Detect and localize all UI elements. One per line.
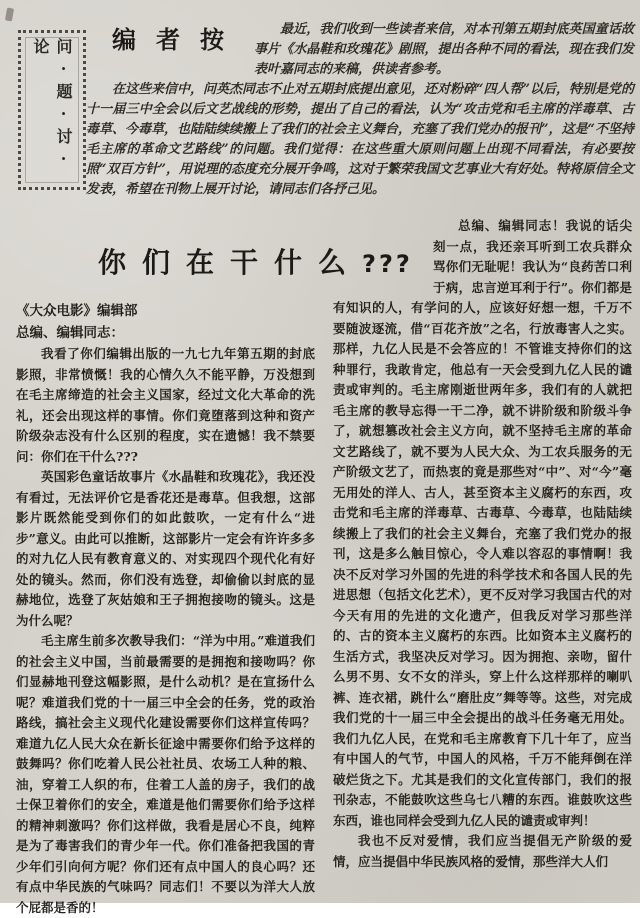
title-wrap-spacer: [333, 216, 433, 298]
letter-paragraph: 英国彩色童话故事片《水晶鞋和玫瑰花》，我还没有看过，无法评价它是香花还是毒草。但我想，这部影片既然能受到你们的如此鼓吹，一定有什么“进步”意义。由此可以推断，这部影片一定会有许许多多的对九亿人民有教育意义的、对实现四个现代化有好处的镜头。然而，你们没有选登，却偷偷以封底的显赫地位，选登了灰姑娘和王子拥抱接吻的镜头。这是为什么呢？: [16, 469, 315, 628]
letter-paragraph: 我看了你们编辑出版的一九七九年第五期的封底影照，非常愤慨！我的心情久久不能平静，万没想到在毛主席缔造的社会主义国家，经过文化大革命的洗礼，还会出现这样的事情。你们竟堕落到这种和资产阶级杂志没有什么区别的程度，实在遗憾！我不禁要问：你们在干什么???: [16, 346, 315, 464]
editor-note-headline: 编者按: [112, 26, 244, 54]
section-label: 问·题·讨·论: [31, 38, 73, 173]
editor-note: [86, 20, 634, 200]
article-title-text: 你们在干什么: [98, 246, 363, 279]
letter-paragraph: 总编、编辑同志！我说的话尖刻一点，我还亲耳听到工农兵群众骂你们无耻呢！我认为“良药苦口利于病，忠言逆耳利于行”。你们都是有知识的人，有学问的人，应该好好想一想，千万不要随波逐流，借“百花齐放”之名，行放毒害人之实。那样，九亿人民是不会答应的！不管谁支持你们的这种罪行，我敢肯定，他总有一天会受到九亿人民的谴责或审判的。毛主席刚逝世两年多，我们有的人就把毛主席的教导忘得一干二净，就不讲阶级和阶级斗争了，就想篡改社会主义方向，就不坚持毛主席的革命文艺路线了，就不要为人民大众、为工农兵服务的无产阶级文艺了，而热衷的竟是那些对“中”、对“今”毫无用处的洋人、古人，甚至资本主义腐朽的东西，攻击党和毛主席的洋毒草、古毒草、今毒草，也陆陆续续搬上了我们的社会主义舞台，充塞了我们党办的报刊，这是多么触目惊心，令人难以容忍的事情啊！我决不反对学习外国的先进的科学技术和各国人民的先进思想（包括文化艺术），更不反对学习我国古代的对今天有用的先进的文化遗产，但我反对学习那些洋的、古的资本主义腐朽的东西。比如资本主义腐朽的生活方式，我坚决反对学习。因为拥抱、亲吻，留什么男不男、女不女的洋头，穿上什么这样那样的喇叭裤、连衣裙，跳什么“磨肚皮”舞等等。这些，对完成我们党的十一届三中全会提出的战斗任务毫无用处。我们九亿人民，在党和毛主席教育下几十年了，应当有中国人的气节，中国人的风格，千万不能拜倒在洋破烂货之下。尤其是我们的文化宣传部门，我们的报刊杂志，不能鼓吹这些乌七八糟的东西。谁鼓吹这些东西，谁也同样会受到九亿人民的谴责或审判！: [333, 218, 632, 828]
letter-paragraph: 毛主席生前多次教导我们：“洋为中用。”难道我们的社会主义中国，当前最需要的是拥抱和接吻吗？你们显赫地刊登这幅影照，是什么动机？是在宣扬什么呢？难道我们党的十一届三中全会的任务，党的政治路线，搞社会主义现代化建设需要你们这样宣传吗？难道九亿人民大众在新长征途中需要你们给予这样的鼓舞吗？你们吃着人民公社社员、农场工人种的粮、油，穿着工人织的布，住着工人盖的房子，我们的战士保卫着你们的安全，难道是他们需要你们给予这样的精神刺激吗？你们这样做，我看是居心不良，纯粹是为了毒害我们的青少年一代。你们准备把我国的青少年们引向何方呢？你们还有点中国人的良心吗？还有点中华民族的气味吗？同志们！不要以为洋大人放个屁都是香的！: [16, 633, 315, 915]
letter-recipient: 《大众电影》编辑部: [16, 303, 138, 319]
article-column-right: [333, 216, 632, 918]
editor-note-paragraph: 最近，我们收到一些读者来信，对本刊第五期封底英国童话故事片《水晶鞋和玫瑰花》剧照，提出各种不同的看法，现在我们发表叶嘉同志的来稿，供读者参考。: [254, 22, 634, 77]
article-body: [16, 216, 632, 918]
letter-salutation: 总编、编辑同志：: [16, 325, 124, 341]
scan-ink-mark: [5, 7, 14, 21]
article-column-left: [16, 216, 315, 918]
editor-note-paragraph: 在这些来信中，问英杰同志不止对五期封底提出意见，还对粉碎“四人帮”以后，特别是党的十一届三中全会以后文艺战线的形势，提出了自己的看法，认为“攻击党和毛主席的洋毒草、古毒草、今毒草，也陆陆续续搬上了我们的社会主义舞台，充塞了我们党办的报刊”，这是“不坚持毛主席的革命文艺路线”的问题。我们觉得：在这些重大原则问题上出现不同看法，有必要按照“双百方针”，用说理的态度充分展开争鸣，这对于繁荣我国文艺事业大有好处。特将原信全文发表，希望在刊物上展开讨论，请同志们各抒己见。: [86, 82, 634, 197]
section-label-box: [18, 30, 86, 190]
article-title-question-marks: ???: [362, 250, 413, 278]
section-label-inner-frame: [25, 37, 79, 183]
title-spacer: [16, 216, 315, 300]
letter-paragraph: 我也不反对爱情，我们应当提倡无产阶级的爱情，应当提倡中华民族风格的爱情，那些洋大人们: [333, 833, 632, 869]
